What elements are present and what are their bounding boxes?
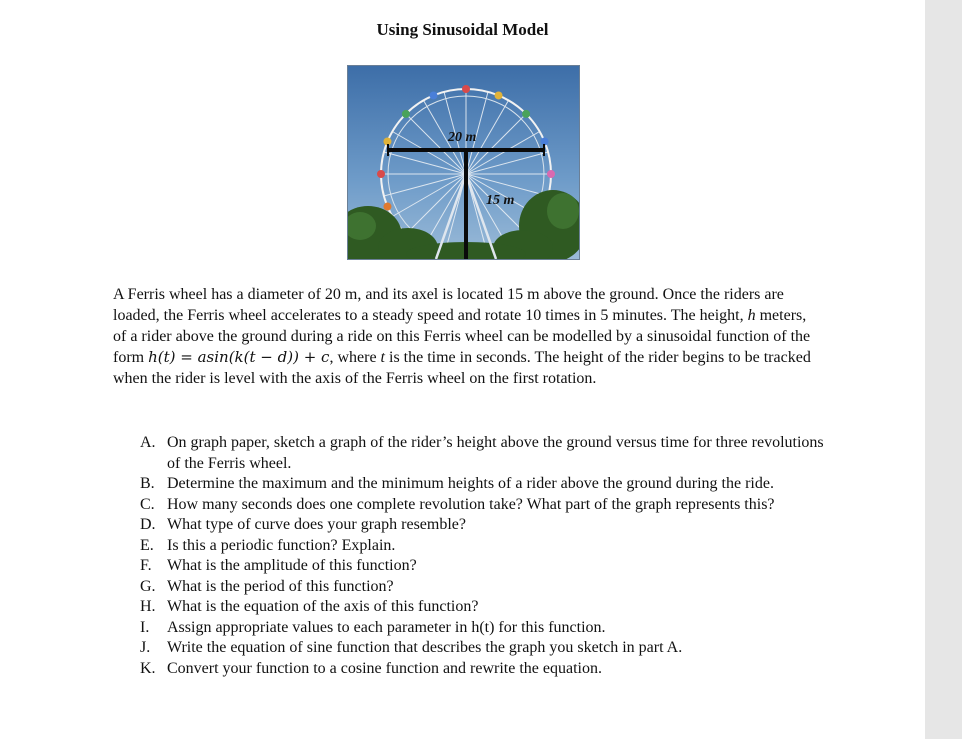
question-item [140, 659, 830, 680]
question-text: Write the equation of sine function that describes the graph you sketch in part A. [167, 639, 683, 656]
gondola [522, 110, 530, 118]
question-text: Determine the maximum and the minimum heights of a rider above the ground during the ride. [167, 475, 774, 492]
paragraph-text-1: A Ferris wheel has a diameter of 20 m, and its axel is located 15 m above the ground. Once the riders are loaded, the Ferris wheel accelerates to a steady speed and rotate 10 times in 5 minutes. The height, [113, 286, 784, 324]
question-letter: J. [140, 639, 151, 656]
question-letter: B. [140, 475, 155, 492]
page-title: Using Sinusoidal Model [376, 20, 549, 39]
gondola [462, 85, 470, 93]
question-item [140, 433, 830, 474]
question-text: On graph paper, sketch a graph of the rider’s height above the ground versus time for three revolutions of the Ferris wheel. [167, 434, 824, 472]
gondola [402, 110, 410, 118]
question-letter: H. [140, 598, 156, 615]
question-text: Convert your function to a cosine function and rewrite the equation. [167, 659, 602, 677]
paragraph-text-4: is the time in seconds. The height of the rider begins to be tracked when the rider is level with the axis of the Ferris wheel on the first rotation. [113, 349, 811, 387]
question-text: How many seconds does one complete revolution take? What part of the graph represents this? [167, 495, 775, 513]
paragraph-text-3: , where [329, 349, 381, 366]
question-item [140, 474, 830, 495]
variable-h: h [747, 307, 756, 324]
question-letter: E. [140, 536, 154, 554]
question-item [140, 556, 830, 577]
question-letter: K. [140, 659, 156, 677]
question-letter: G. [140, 577, 156, 595]
gondola [547, 170, 555, 178]
question-item [140, 618, 830, 639]
variable-t: t [380, 349, 385, 366]
paragraph-text-2: meters, of a rider above the ground during a ride on this Ferris wheel can be modelled by a sinusoidal function of the form [113, 307, 811, 366]
question-letter: A. [140, 434, 156, 451]
question-item [140, 536, 830, 557]
question-text: Is this a periodic function? Explain. [167, 536, 396, 554]
ferris-wheel-photo [347, 65, 580, 260]
question-item [140, 638, 830, 659]
scrollbar-track[interactable] [925, 0, 962, 739]
problem-paragraph [113, 284, 813, 389]
gondola [383, 203, 391, 211]
question-text: What is the equation of the axis of this function? [167, 598, 479, 615]
question-item [140, 495, 830, 516]
question-item [140, 515, 830, 536]
gondola [495, 91, 503, 99]
question-letter: D. [140, 516, 156, 533]
axle-height-label: 15 m [486, 193, 515, 208]
question-text: What is the period of this function? [167, 577, 394, 595]
gondola [429, 91, 437, 99]
question-letter: F. [140, 557, 152, 574]
question-text: What is the amplitude of this function? [167, 557, 417, 574]
question-item [140, 577, 830, 598]
function-formula: h(t) = asin(k(t − d)) + c [148, 348, 330, 366]
question-text: Assign appropriate values to each parameter in h(t) for this function. [167, 618, 606, 636]
gondola [377, 170, 385, 178]
question-list [140, 433, 830, 679]
question-letter: I. [140, 618, 150, 636]
question-item [140, 597, 830, 618]
question-text: What type of curve does your graph resemble? [167, 516, 466, 533]
diameter-label: 20 m [448, 130, 477, 145]
question-letter: C. [140, 495, 155, 513]
